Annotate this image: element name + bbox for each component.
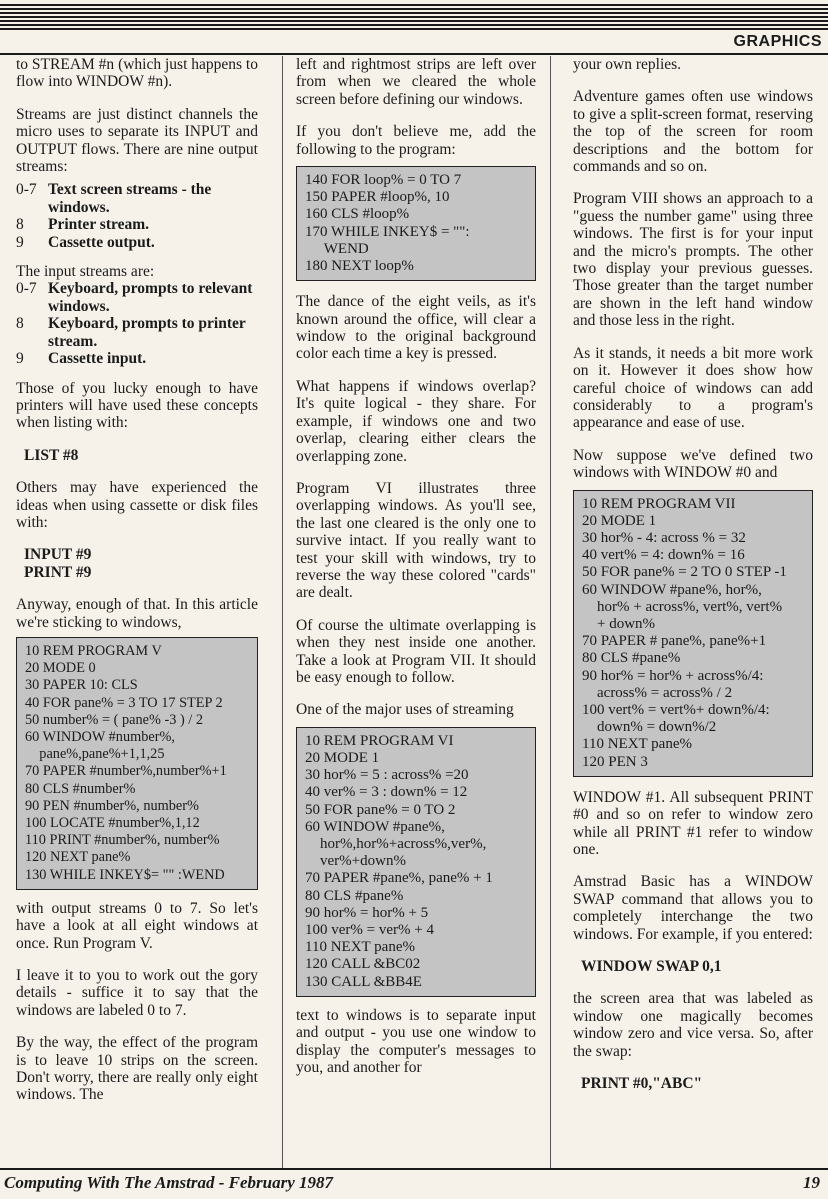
paragraph: text to windows is to separate input and output - you use one window to display the computer's messages to you, and another for [296, 1006, 536, 1077]
program-vii-listing: 10 REM PROGRAM VII 20 MODE 1 30 hor% - 4: across % = 32 40 vert% = 4: down% = 16 50 FOR pane% = 2 TO 0 STEP -1 60 WINDOW #pane%, hor%, hor% + across%, vert%, vert% + down% 70 PAPER # pane%, pane%+1 80 CLS #pane% 90 hor% = hor% + across%/4: across% = across% / 2 100 vert% = vert%+ down%/4: down% = down%/2 110 NEXT pane% 120 PEN 3 [573, 490, 813, 777]
list-item: 0-7 Keyboard, prompts to relevant windows. [16, 280, 253, 315]
header-stripes [0, 4, 828, 30]
paragraph: Of course the ultimate overlapping is when they nest inside one another. Take a look at Program VII. It should be easy enough to follow. [296, 616, 536, 686]
paragraph: Amstrad Basic has a WINDOW SWAP command that allows you to completely interchange the two windows. For example, if you entered: [573, 873, 813, 943]
paragraph: The input streams are: [16, 263, 155, 281]
paragraph: I leave it to you to work out the gory details - suffice it to say that the windows are labeled 0 to 7. [16, 967, 258, 1019]
paragraph: One of the major uses of streaming [296, 701, 514, 719]
column-2 [296, 56, 536, 1168]
output-streams-list [16, 181, 258, 251]
code-snippet: WINDOW SWAP 0,1 [581, 958, 722, 976]
list-item: 8 Printer stream. [16, 216, 149, 234]
paragraph: By the way, the effect of the program is to leave 10 strips on the screen. Don't worry, there are really only eight windows. The [16, 1034, 258, 1104]
column-divider [550, 56, 551, 1168]
paragraph: If you don't believe me, add the following to the program: [296, 123, 536, 158]
section-title: GRAPHICS [733, 33, 822, 50]
magazine-title: Computing With The Amstrad - February 1987 [4, 1173, 334, 1192]
paragraph: with output streams 0 to 7. So let's have a look at all eight windows at once. Run Program V. [16, 899, 258, 952]
code-snippet: INPUT #9 PRINT #9 [24, 546, 92, 581]
paragraph: Those of you lucky enough to have printers will have used these concepts when listing with: [16, 379, 258, 432]
header-rule [0, 53, 828, 55]
list-item: 0-7 Text screen streams - the windows. [16, 181, 212, 216]
paragraph: Streams are just distinct channels the micro uses to separate its INPUT and OUTPUT flows. There are nine output streams: [16, 105, 258, 176]
list-item: 8 Keyboard, prompts to printer stream. [16, 315, 246, 350]
paragraph: Adventure games often use windows to give a split-screen format, reserving the top of the screen for room descriptions and the bottom for commands and so on. [573, 88, 813, 176]
paragraph: left and rightmost strips are left over from when we cleared the whole screen before defining our windows. [296, 56, 536, 108]
paragraph: As it stands, it needs a bit more work on it. However it does show how careful choice of windows can add considerably to a program's appearance and ease of use. [573, 344, 813, 432]
program-vi-listing: 10 REM PROGRAM VI 20 MODE 1 30 hor% = 5 : across% =20 40 ver% = 3 : down% = 12 50 FOR pane% = 0 TO 2 60 WINDOW #pane%, hor%,hor%+across%,ver%, ver%+down% 70 PAPER #pane%, pane% + 1 80 CLS #pane% 90 hor% = hor% + 5 100 ver% = ver% + 4 110 NEXT pane% 120 CALL &BC02 130 CALL &BB4E [296, 727, 536, 997]
column-divider [282, 56, 283, 1168]
program-v-listing: 10 REM PROGRAM V 20 MODE 0 30 PAPER 10: CLS 40 FOR pane% = 3 TO 17 STEP 2 50 number% = ( pane% -3 ) / 2 60 WINDOW #number%, pane%,pane%+1,1,25 70 PAPER #number%,number%+1 80 CLS #number% 90 PEN #number%, number% 100 LOCATE #number%,1,12 110 PRINT #number%, number% 120 NEXT pane% 130 WHILE INKEY$= "" :WEND [16, 637, 258, 890]
input-streams-list [16, 280, 258, 367]
list-item: 9 Cassette input. [16, 350, 147, 368]
paragraph: to STREAM #n (which just happens to flow into WINDOW #n). [16, 56, 258, 91]
paragraph: the screen area that was labeled as window one magically becomes window zero and vice versa. So, after the swap: [573, 990, 813, 1060]
paragraph: Others may have experienced the ideas when using cassette or disk files with: [16, 479, 258, 531]
paragraph: your own replies. [573, 56, 682, 73]
paragraph: Now suppose we've defined two windows with WINDOW #0 and [573, 446, 813, 482]
paragraph: WINDOW #1. All subsequent PRINT #0 and so on refer to window zero while all PRINT #1 refer to window one. [573, 788, 813, 858]
page-number: 19 [803, 1173, 820, 1192]
footer-rule [0, 1168, 828, 1170]
paragraph: Program VIII shows an approach to a "guess the number game" using three windows. The first is for your input and the micro's prompts. The other two display your previous guesses. Those greater than the target number are shown in the left hand window and those less in the right. [573, 190, 813, 330]
paragraph: The dance of the eight veils, as it's known around the office, will clear a window to the original background color each time a key is pressed. [296, 293, 536, 363]
list-item: 9 Cassette output. [16, 233, 155, 251]
code-snippet: LIST #8 [24, 446, 79, 464]
paragraph: Anyway, enough of that. In this article we're sticking to windows, [16, 596, 258, 631]
column-1 [16, 56, 258, 1168]
column-3 [573, 56, 813, 1168]
code-snippet: PRINT #0,"ABC" [581, 1075, 703, 1093]
paragraph: Program VI illustrates three overlapping windows. As you'll see, the last one cleared is the only one to survive intact. If you really want to test your skill with windows, try to reverse the way these colored "cards" are dealt. [296, 479, 536, 602]
paragraph: What happens if windows overlap? It's quite logical - they share. For example, if windows one and two overlap, clearing either clears the overlapping zone. [296, 377, 536, 465]
code-addition-listing: 140 FOR loop% = 0 TO 7 150 PAPER #loop%, 10 160 CLS #loop% 170 WHILE INKEY$ = "": WEND 180 NEXT loop% [296, 166, 536, 281]
